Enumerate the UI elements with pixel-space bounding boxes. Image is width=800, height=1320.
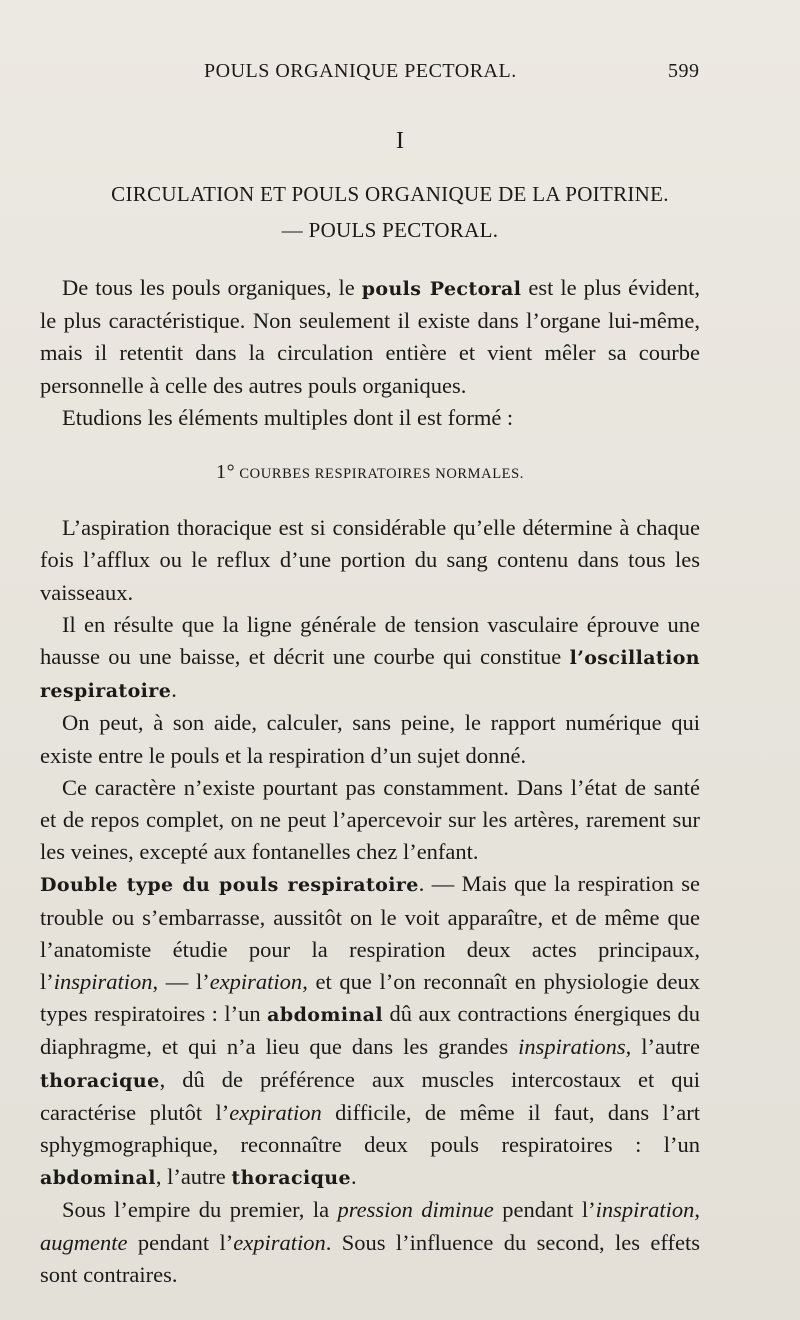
bold-heading: Double type du pouls respiratoire xyxy=(40,874,419,897)
italic-term: pression diminue xyxy=(337,1197,494,1223)
subsection-title: COURBES RESPIRATOIRES NORMALES. xyxy=(239,466,525,483)
bold-term: abdominal xyxy=(40,1167,156,1190)
text-run: , l’autre xyxy=(625,1034,700,1060)
italic-term: expiration xyxy=(229,1099,322,1125)
bold-term: thoracique xyxy=(40,1069,160,1092)
paragraph-2 xyxy=(40,402,700,434)
text-run: Il en résulte que la ligne générale de tension vasculaire éprouve une hausse ou une baisse, et décrit une courbe qui constitue xyxy=(40,611,700,670)
text-run: . xyxy=(171,677,177,703)
italic-term: augmente xyxy=(40,1229,128,1255)
subsection-heading xyxy=(40,456,700,490)
section-title-line-2: — POULS PECTORAL. xyxy=(281,218,499,242)
text-run: difficile, de même il faut, dans l’art sphygmographique, reconnaître deux pouls respiratoires : l’un xyxy=(40,1099,700,1158)
bold-term: abdominal xyxy=(267,1004,383,1027)
text-run: Ce caractère n’existe pourtant pas constamment. Dans l’état de santé et de repos complet, on ne peut l’apercevoir sur les artères, rarement sur les veines, excepté aux fontanelles chez l’enfant. xyxy=(40,774,700,865)
text-run: , et que l’on reconnaît en physiologie deux types respiratoires : l’un xyxy=(40,969,700,1027)
bold-term: l’oscillation respiratoire xyxy=(40,647,700,703)
paragraph-5 xyxy=(40,707,700,771)
text-run: . Sous l’influence du second, les effets sont contraires. xyxy=(40,1229,700,1287)
text-run: pendant l’ xyxy=(127,1229,234,1255)
section-title-line-1: CIRCULATION ET POULS ORGANIQUE DE LA POITRINE. xyxy=(111,182,669,206)
running-head xyxy=(0,60,800,90)
text-run: est le plus évident, le plus caractéristique. Non seulement il existe dans l’organe lui-même, mais il retentit dans la circulation entière et vient mêler sa courbe personnelle à celle des autres pouls organiques. xyxy=(40,275,700,398)
text-run: On peut, à son aide, calculer, sans peine, le rapport numérique qui existe entre le pouls et la respiration d’un sujet donné. xyxy=(40,710,700,768)
text-run: , xyxy=(694,1197,700,1223)
paragraph-4 xyxy=(40,609,700,708)
text-run: , — l’ xyxy=(152,969,210,995)
bold-term: thoracique xyxy=(231,1167,351,1190)
italic-term: inspirations xyxy=(518,1034,626,1060)
text-run: L’aspiration thoracique est si considérable qu’elle détermine à chaque fois l’afflux ou le reflux d’une portion du sang contenu dans tous les vaisseaux. xyxy=(40,515,700,605)
paragraph-1 xyxy=(40,272,700,402)
italic-term: inspiration xyxy=(53,969,153,995)
running-title: POULS ORGANIQUE PECTORAL. xyxy=(204,60,517,82)
text-run: , l’autre xyxy=(155,1164,232,1190)
paragraph-3 xyxy=(40,512,700,609)
text-run: dû aux contractions énergiques du diaphragme, et qui n’a lieu que dans les grandes xyxy=(40,1001,700,1060)
bold-term: pouls Pectoral xyxy=(361,278,522,300)
subsection-number: 1° xyxy=(215,461,236,484)
paragraph-6 xyxy=(40,772,700,869)
text-run: De tous les pouls organiques, le xyxy=(62,275,362,300)
text-run: . — Mais que la respiration se trouble ou s’embarrasse, aussitôt on le voit apparaître, et de même que l’anatomiste étudie pour la respiration deux actes principaux, l’ xyxy=(40,871,700,995)
section-numeral: I xyxy=(396,128,404,154)
paragraph-7 xyxy=(40,868,700,1194)
text-run: pendant l’ xyxy=(493,1197,596,1223)
text-run: . xyxy=(350,1164,357,1190)
text-run: Etudions les éléments multiples dont il est formé : xyxy=(62,404,514,430)
italic-term: expiration xyxy=(209,969,303,995)
text-run: , dû de préférence aux muscles intercostaux et qui caractérise plutôt l’ xyxy=(40,1066,700,1125)
body-text xyxy=(40,272,700,1291)
text-run: Sous l’empire du premier, la xyxy=(62,1197,338,1223)
italic-term: expiration xyxy=(233,1229,326,1255)
italic-term: inspiration xyxy=(595,1197,695,1223)
paragraph-8 xyxy=(40,1194,700,1291)
page-number: 599 xyxy=(668,60,700,82)
